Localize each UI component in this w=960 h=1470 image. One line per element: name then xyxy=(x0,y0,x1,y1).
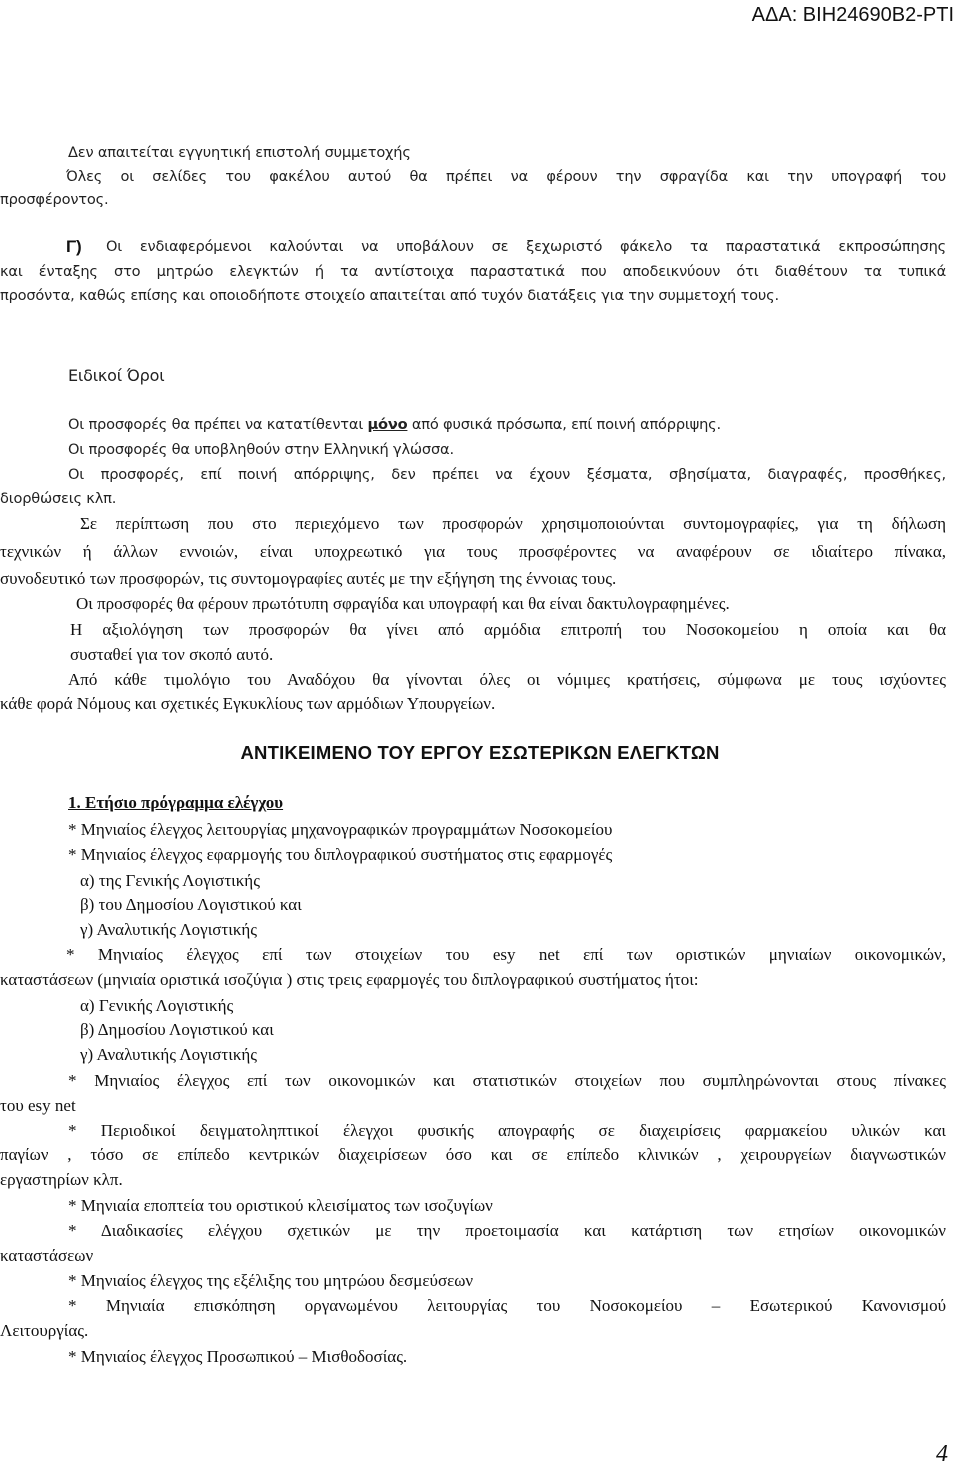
program-item-6: * Μηνιαία εποπτεία του οριστικού κλεισίματος των ισοζυγίων xyxy=(68,1196,493,1215)
intro-line-1: Δεν απαιτείται εγγυητική επιστολή συμμετοχής xyxy=(68,144,411,161)
program-item-5b: παγίων , τόσο σε επίπεδο κεντρικών διαχειρίσεων όσο και σε επίπεδο κλινικών , χειρουργείων διαγνωστικών xyxy=(0,1145,946,1164)
gamma-line-2: και ένταξης στο μητρώο ελεγκτών ή τα αντίστοιχα παραστατικά που αποδεικνύουν ότι διαθέτουν τα τυπικά xyxy=(0,263,946,280)
program-item-3b: καταστάσεων (μηνιαία οριστικά ισοζύγια ) στις τρεις εφαρμογές του διπλογραφικού συστήματος ήτοι: xyxy=(0,970,699,989)
ada-code: ΑΔΑ: ΒΙΗ24690Β2-ΡΤΙ xyxy=(751,4,954,26)
p2-line: Οι προσφορές θα φέρουν πρωτότυπη σφραγίδα και υπογραφή και θα είναι δακτυλογραφημένες. xyxy=(76,594,730,613)
program-item-3d: β) Δημοσίου Λογιστικού και xyxy=(80,1020,274,1039)
program-item-9a: * Μηνιαία επισκόπηση οργανωμένου λειτουργίας του Νοσοκομείου – Εσωτερικού Κανονισμού xyxy=(68,1296,946,1315)
p1-line-b: τεχνικών ή άλλων εννοιών, είναι υποχρεωτικό για τους προσφέροντες να αναφέρουν σε ιδιαίτερο πίνακα, xyxy=(0,542,946,561)
program-item-4a: * Μηνιαίος έλεγχος επί των οικονομικών και στατιστικών στοιχείων που συμπληρώνονται στους πίνακες xyxy=(68,1071,946,1090)
intro-line-3: προσφέροντος. xyxy=(0,191,109,208)
gamma-line-1: Οι ενδιαφερόμενοι καλούνται να υποβάλουν σε ξεχωριστό φάκελο τα παραστατικά εκπροσώπησης xyxy=(106,238,946,255)
program-item-3e: γ) Αναλυτικής Λογιστικής xyxy=(80,1045,258,1064)
line-1-before: Οι προσφορές θα πρέπει να κατατίθενται xyxy=(68,416,368,433)
program-item-5a: * Περιοδικοί δειγματοληπτικοί έλεγχοι φυσικής απογραφής σε διαχειρίσεις φαρμακείου υλικών και xyxy=(68,1121,946,1140)
special-terms-line-3b: διορθώσεις κλπ. xyxy=(0,490,117,507)
program-item-1: * Μηνιαίος έλεγχος λειτουργίας μηχανογραφικών προγραμμάτων Νοσοκομείου xyxy=(68,820,613,839)
program-item-3c: α) Γενικής Λογιστικής xyxy=(80,996,234,1015)
page-number: 4 xyxy=(936,1441,948,1467)
special-terms-line-3a: Οι προσφορές, επί ποινή απόρριψης, δεν πρέπει να έχουν ξέσματα, σβησίματα, διαγραφές, προσθήκες, xyxy=(68,466,946,483)
special-terms-line-1 xyxy=(68,415,721,435)
program-item-7b: καταστάσεων xyxy=(0,1246,94,1265)
program-item-2b: β) του Δημοσίου Λογιστικού και xyxy=(80,895,302,914)
intro-line-2: Όλες οι σελίδες του φακέλου αυτού θα πρέπει να φέρουν την σφραγίδα και την υπογραφή του xyxy=(66,168,946,185)
program-item-5c: εργαστηρίων κλπ. xyxy=(0,1170,123,1189)
gamma-label: Γ) xyxy=(66,237,82,256)
special-terms-heading: Ειδικοί Όροι xyxy=(68,366,165,385)
section-title: ΑΝΤΙΚΕΙΜΕΝΟ ΤΟΥ ΕΡΓΟΥ ΕΣΩΤΕΡΙΚΩΝ ΕΛΕΓΚΤΩΝ xyxy=(240,742,720,763)
program-item-10: * Μηνιαίος έλεγχος Προσωπικού – Μισθοδοσίας. xyxy=(68,1347,408,1366)
p3-line-a: Η αξιολόγηση των προσφορών θα γίνει από αρμόδια επιτροπή του Νοσοκομείου η οποία και θα xyxy=(70,620,946,639)
program-item-2a: α) της Γενικής Λογιστικής xyxy=(80,871,260,890)
p4-line-a: Από κάθε τιμολόγιο του Αναδόχου θα γίνονται όλες οι νόμιμες κρατήσεις, σύμφωνα με τους ισχύοντες xyxy=(68,670,946,689)
p4-line-b: κάθε φορά Νόμους και σχετικές Εγκυκλίους των αρμόδιων Υπουργείων. xyxy=(0,694,496,713)
section-subtitle: 1. Ετήσιο πρόγραμμα ελέγχου xyxy=(68,793,284,812)
gamma-line-3: προσόντα, καθώς επίσης και οποιοδήποτε στοιχείο απαιτείται από τυχόν διατάξεις για την συμμετοχή τους. xyxy=(0,287,779,304)
program-item-2c: γ) Αναλυτικής Λογιστικής xyxy=(80,920,258,939)
p3-line-b: συσταθεί για τον σκοπό αυτό. xyxy=(70,645,274,664)
p1-line-a: Σε περίπτωση που στο περιεχόμενο των προσφορών χρησιμοποιούνται συντομογραφίες, για τη δήλωση xyxy=(80,514,946,533)
line-1-after: από φυσικά πρόσωπα, επί ποινή απόρριψης. xyxy=(407,416,721,433)
special-terms-line-2: Οι προσφορές θα υποβληθούν στην Ελληνική γλώσσα. xyxy=(68,441,454,458)
program-item-2: * Μηνιαίος έλεγχος εφαρμογής του διπλογραφικού συστήματος στις εφαρμογές xyxy=(68,845,613,864)
program-item-7a: * Διαδικασίες ελέγχου σχετικών με την προετοιμασία και κατάρτιση των ετησίων οικονομικών xyxy=(68,1221,946,1240)
program-item-8: * Μηνιαίος έλεγχος της εξέλιξης του μητρώου δεσμεύσεων xyxy=(68,1271,474,1290)
emphasis-only: μόνο xyxy=(367,416,408,433)
program-item-3a: * Μηνιαίος έλεγχος επί των στοιχείων του esy net επί των οριστικών μηνιαίων οικονομικών, xyxy=(66,945,946,964)
program-item-4b: του esy net xyxy=(0,1096,76,1115)
p1-line-c: συνοδευτικό των προσφορών, τις συντομογραφίες αυτές με την εξήγηση της έννοιας τους. xyxy=(0,569,617,588)
program-item-9b: Λειτουργίας. xyxy=(0,1321,89,1340)
